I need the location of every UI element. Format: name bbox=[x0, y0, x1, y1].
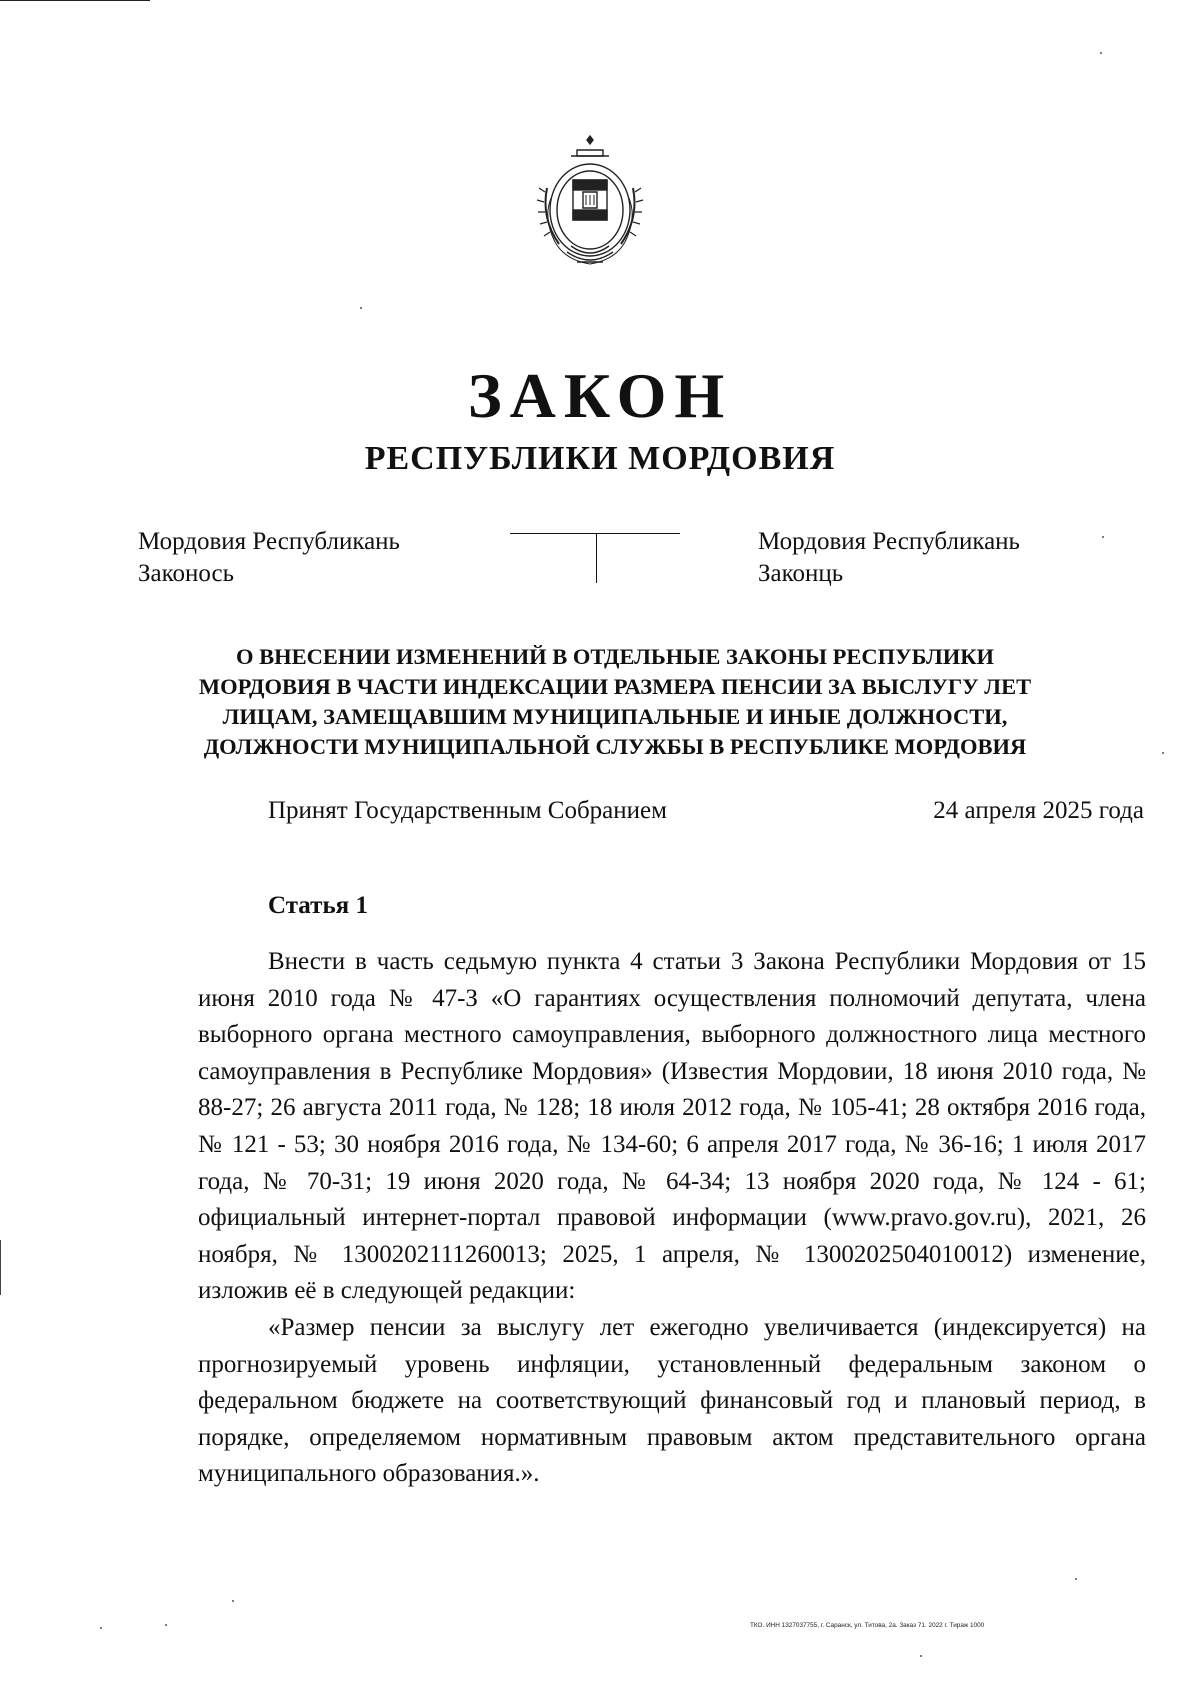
moksha-left-line1: Мордовия Республикань bbox=[138, 528, 400, 555]
law-heading-line: О ВНЕСЕНИИ ИЗМЕНЕНИЙ В ОТДЕЛЬНЫЕ ЗАКОНЫ РЕСПУБЛИКИ bbox=[235, 644, 995, 669]
scan-speck bbox=[1100, 52, 1102, 54]
print-info-footer: ТКО. ИНН 1327037755, г. Саранск, ул. Титова, 2а. Заказ 71. 2022 г. Тираж 1000 bbox=[750, 1622, 985, 1629]
document-title: ЗАКОН bbox=[467, 360, 733, 431]
scan-speck bbox=[100, 1627, 102, 1629]
registration-field-top-line bbox=[510, 533, 680, 534]
law-heading-line: ДОЛЖНОСТИ МУНИЦИПАЛЬНОЙ СЛУЖБЫ В РЕСПУБЛИКЕ МОРДОВИЯ bbox=[203, 734, 1027, 759]
adoption-label: Принят Государственным Собранием bbox=[268, 797, 667, 824]
article-1-paragraph: Внести в часть седьмую пункта 4 статьи 3 Закона Республики Мордовия от 15 июня 2010 года № 47-З «О гарантиях осуществления полномочий депутата, члена выборного органа местного самоуправления, выборного должностного лица местного самоуправления в Республике Мордовия» (Известия Мордовии, 18 июня 2010 года, № 88-27; 26 августа 2011 года, № 128; 18 июля 2012 года, № 105-41; 28 октября 2016 года, № 121 - 53; 30 ноября 2016 года, № 134-60; 6 апреля 2017 года, № 36-16; 1 июля 2017 года, № 70-31; 19 июня 2020 года, № 64-34; 13 ноября 2020 года, № 124 - 61; официальный интернет-портал правовой информации (www.pravo.gov.ru), 2021, 26 ноября, № 1300202111260013; 2025, 1 апреля, № 1300202504010012) изменение, изложив её в следующей редакции: bbox=[198, 948, 1146, 1305]
scan-margin-mark bbox=[0, 1240, 1, 1295]
moksha-right-line2: Законць bbox=[758, 560, 844, 587]
scan-speck bbox=[1102, 536, 1104, 538]
scan-speck bbox=[232, 1600, 234, 1602]
scan-speck bbox=[920, 1655, 922, 1657]
moksha-right-line1: Мордовия Республикань bbox=[758, 528, 1020, 555]
moksha-left-line2: Законось bbox=[138, 560, 234, 587]
scan-speck bbox=[165, 1624, 167, 1626]
scan-speck bbox=[360, 307, 362, 309]
law-heading bbox=[180, 642, 1050, 762]
scan-speck bbox=[1075, 1578, 1077, 1580]
article-1-title: Статья 1 bbox=[268, 892, 368, 919]
moksha-title-right bbox=[758, 526, 1020, 590]
scan-edge-line bbox=[0, 0, 150, 1]
adoption-date: 24 апреля 2025 года bbox=[933, 797, 1144, 824]
scan-speck bbox=[1162, 752, 1164, 754]
article-1-body bbox=[198, 944, 1146, 1493]
document-subtitle: РЕСПУБЛИКИ МОРДОВИЯ bbox=[364, 440, 836, 477]
registration-field-divider bbox=[596, 533, 597, 583]
moksha-title-left bbox=[138, 526, 400, 590]
article-1-quoted-paragraph: «Размер пенсии за выслугу лет ежегодно увеличивается (индексируется) на прогнозируемый уровень инфляции, установленный федеральным законом о федеральном бюджете на соответствующий финансовый год и плановый период, в порядке, определяемом нормативным правовым актом представительного органа муниципального образования.». bbox=[198, 1313, 1146, 1488]
law-heading-line: ЛИЦАМ, ЗАМЕЩАВШИМ МУНИЦИПАЛЬНЫЕ И ИНЫЕ ДОЛЖНОСТИ, bbox=[222, 704, 1008, 729]
coat-of-arms-emblem bbox=[527, 128, 653, 278]
law-heading-line: МОРДОВИЯ В ЧАСТИ ИНДЕКСАЦИИ РАЗМЕРА ПЕНСИИ ЗА ВЫСЛУГУ ЛЕТ bbox=[198, 674, 1032, 699]
